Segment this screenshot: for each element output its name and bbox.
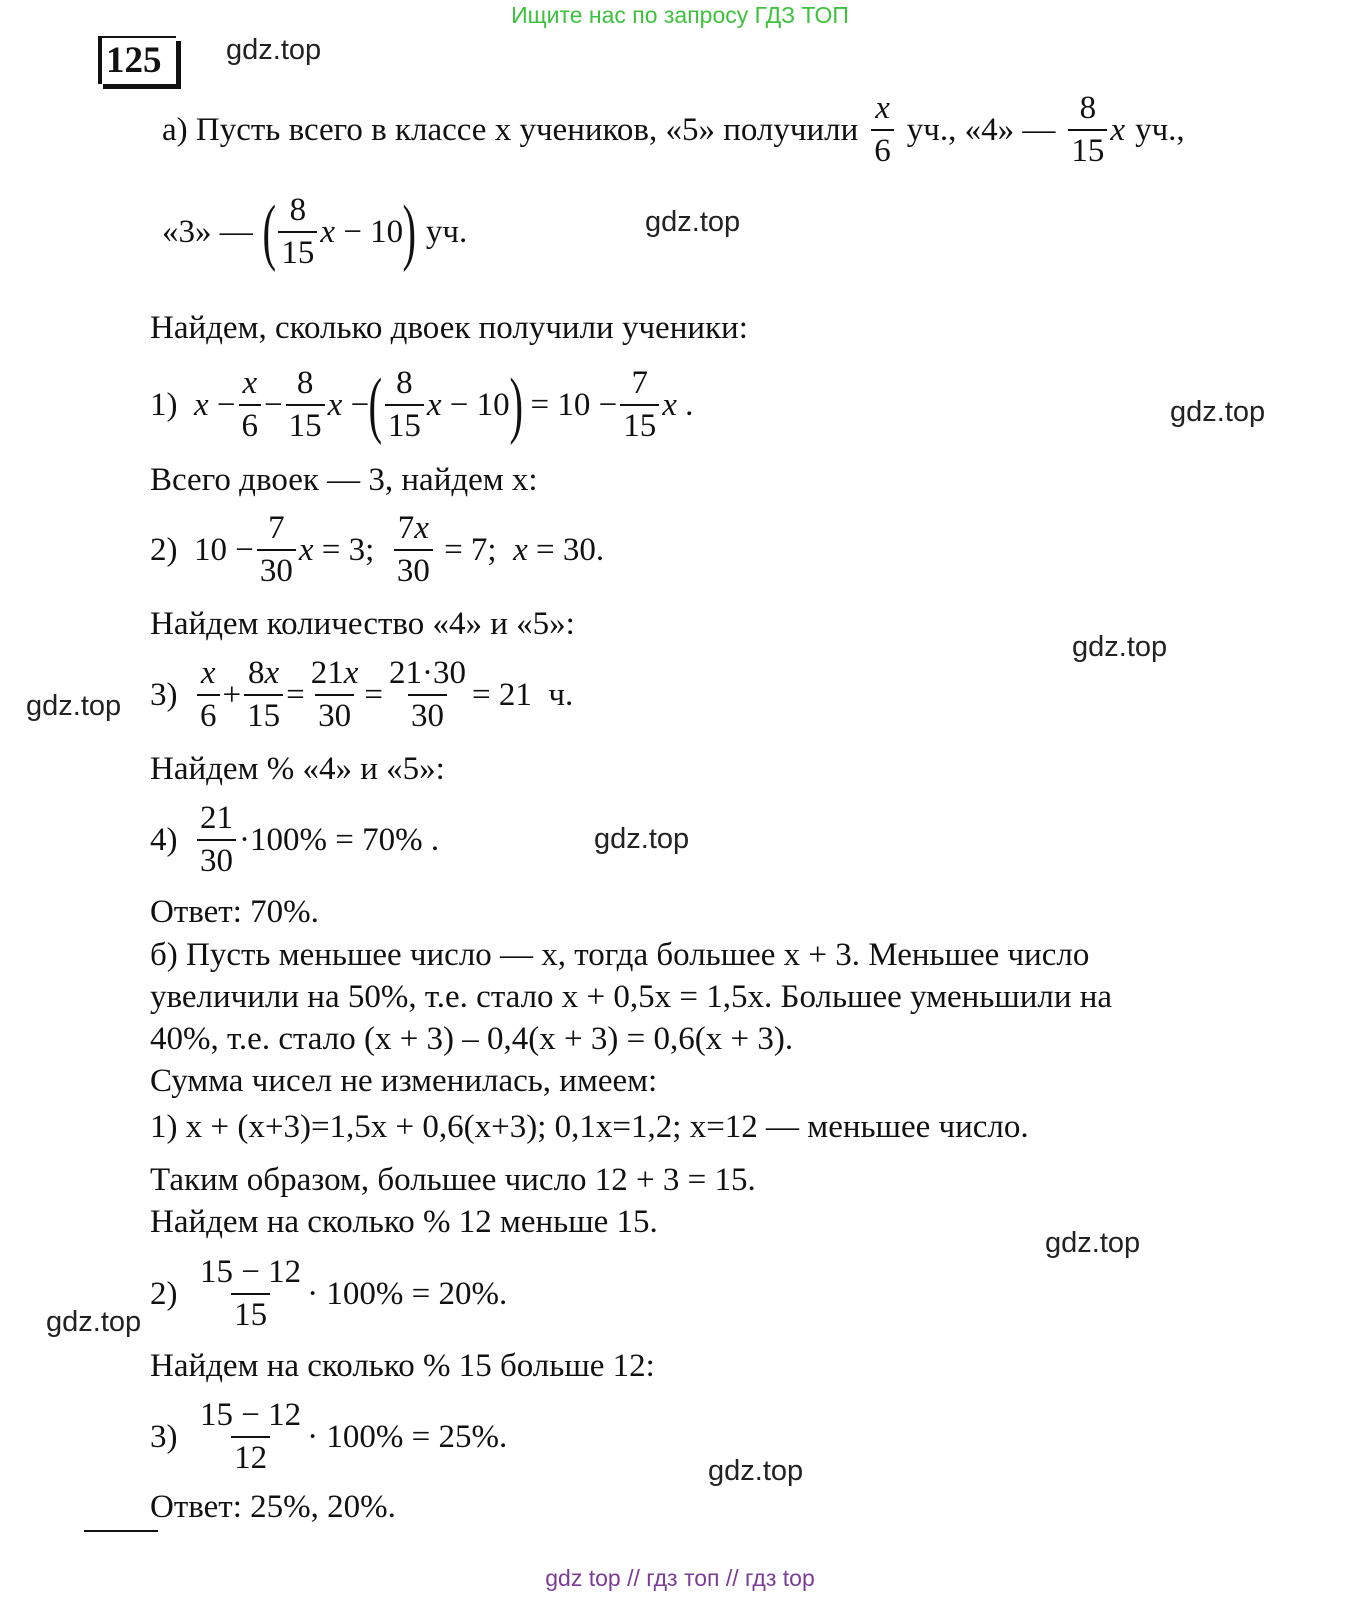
a-find-twos: Найдем, сколько двоек получили ученики:	[150, 310, 748, 346]
b-step-3	[150, 1387, 507, 1487]
step-label: 1)	[150, 386, 178, 423]
watermark: gdz.top	[1045, 1227, 1141, 1259]
b-paragraph-5: Таким образом, большее число 12 + 3 = 15.	[150, 1162, 756, 1198]
fraction: $\frac{x}{6}$	[871, 92, 894, 168]
watermark: gdz.top	[26, 690, 122, 722]
problem-number: 125	[98, 36, 176, 84]
header-link[interactable]: Ищите нас по запросу ГДЗ ТОП	[511, 2, 849, 28]
b-paragraph-4: Сумма чисел не изменилась, имеем:	[150, 1063, 658, 1099]
fraction: $\frac{8}{15}$	[286, 367, 325, 443]
a-step-2: 2) 10 − $\frac{7}{30}$ x = 3; $\frac{7x}{30}$ = 7; x = 30.	[150, 510, 605, 589]
watermark: gdz.top	[645, 206, 741, 238]
fraction: $\frac{21\cdot 30}{30}$	[389, 655, 467, 734]
fraction: $\frac{8}{15}$	[385, 367, 424, 443]
a-threes-unit: уч.	[425, 213, 468, 250]
a-step-3: 3) $\frac{x}{6}$ + $\frac{8x}{15}$ = $\frac{21x}{30}$ = $\frac{21\cdot 30}{30}$ = 21 ч.	[150, 655, 574, 734]
watermark: gdz.top	[1170, 396, 1266, 428]
fraction: $\frac{x}{6}$	[197, 657, 220, 733]
fraction: $\frac{21x}{30}$	[310, 655, 359, 734]
a-unit-1: уч., «4» —	[906, 111, 1056, 148]
b-step-2	[150, 1244, 507, 1344]
fraction: $\frac{7}{15}$	[620, 367, 659, 443]
a-answer: Ответ: 70%.	[150, 894, 319, 930]
fraction: $\frac{8}{15}$	[278, 194, 317, 270]
watermark: gdz.top	[46, 1306, 142, 1338]
a-intro-line: а) Пусть всего в классе x учеников, «5» получили $\frac{x}{6}$ уч., «4» — $\frac{8}{15}$ x уч.,	[162, 90, 1185, 169]
b-step-1: 1) x + (x+3)=1,5x + 0,6(x+3); 0,1x=1,2; x=12 — меньшее число.	[150, 1109, 1029, 1145]
fraction: $\frac{7}{30}$	[257, 512, 296, 588]
watermark: gdz.top	[708, 1455, 804, 1487]
fraction: $\frac{7x}{30}$	[394, 512, 433, 588]
step-label: 3)	[150, 1418, 178, 1455]
fraction: $\frac{15 - 12}{15}$	[200, 1254, 302, 1333]
step-label: 2)	[150, 531, 178, 568]
a-threes-label: «3» —	[162, 213, 253, 250]
a-total-twos: Всего двоек — 3, найдем x:	[150, 462, 538, 498]
a-threes-line: «3» — ( $\frac{8}{15}$ x − 10 ) уч.	[162, 191, 468, 273]
b-paragraph-3: 40%, т.е. стало (x + 3) – 0,4(x + 3) = 0,6(x + 3).	[150, 1021, 794, 1057]
b-answer: Ответ: 25%, 20%.	[150, 1489, 396, 1525]
watermark: gdz.top	[594, 823, 690, 855]
b-paragraph-2: увеличили на 50%, т.е. стало x + 0,5x = 1,5x. Большее уменьшили на	[150, 979, 1113, 1015]
step-label: 3)	[150, 676, 178, 713]
a-intro: а) Пусть всего в классе x учеников, «5» получили	[162, 111, 859, 148]
watermark: gdz.top	[226, 34, 322, 66]
b-paragraph-6: Найдем на сколько % 12 меньше 15.	[150, 1204, 658, 1240]
b-step-3-result: · 100% = 25%.	[307, 1418, 508, 1455]
fraction: $\frac{8x}{15}$	[244, 657, 283, 733]
fraction: $\frac{8}{15}$	[1068, 92, 1107, 168]
a-step-4: 4) $\frac{21}{30}$ ·100% = 70% .	[150, 800, 440, 879]
a-unit-2: уч.,	[1135, 111, 1185, 148]
a-find-45: Найдем количество «4» и «5»:	[150, 606, 575, 642]
b-paragraph-7: Найдем на сколько % 15 больше 12:	[150, 1348, 655, 1384]
a-step-1: 1) x − $\frac{x}{6}$ − $\frac{8}{15}$ x − ( $\frac{8}{15}$ x − 10 ) = 10 − $\frac{7}{15}$ x .	[150, 364, 694, 446]
a-step-3-unit: ч.	[548, 676, 574, 713]
fraction: $\frac{21}{30}$	[197, 802, 236, 878]
b-step-2-result: · 100% = 20%.	[307, 1275, 508, 1312]
fraction: $\frac{15 - 12}{12}$	[200, 1397, 302, 1476]
a-find-pct: Найдем % «4» и «5»:	[150, 751, 445, 787]
footnote-rule	[84, 1530, 158, 1532]
footer-links[interactable]: gdz top // гдз топ // гдз top	[545, 1565, 815, 1591]
b-paragraph-1: б) Пусть меньшее число — x, тогда большее x + 3. Меньшее число	[150, 937, 1090, 973]
watermark: gdz.top	[1072, 631, 1168, 663]
step-label: 2)	[150, 1275, 178, 1312]
fraction: $\frac{x}{6}$	[239, 367, 262, 443]
step-label: 4)	[150, 821, 178, 858]
